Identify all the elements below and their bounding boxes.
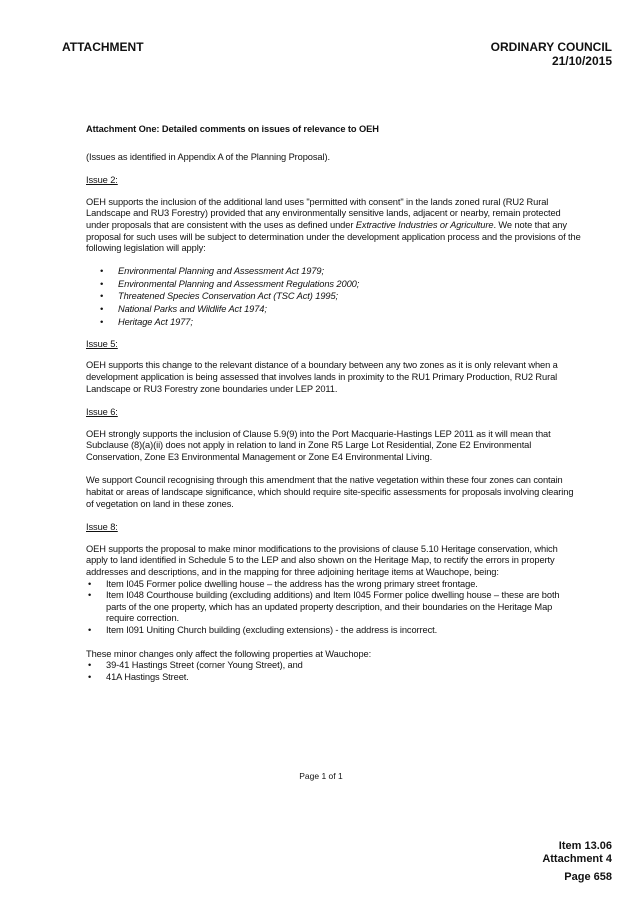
legislation-list	[86, 265, 581, 329]
issue-2-text-part1: OEH supports the inclusion of the additional land uses "permitted with consent" in the lands zoned rural (RU2 Rural Landscape and RU3 Forestry) provided that any environmentally sensitive lands, adjacent or nearby, remain protected under proposals that are consistent with the uses as defined under	[86, 196, 561, 230]
intro-text: (Issues as identified in Appendix A of the Planning Proposal).	[86, 151, 330, 162]
legislation-item: • Environmental Planning and Assessment Regulations 2000;	[86, 278, 581, 291]
footer-item-number: Item 13.06	[558, 840, 612, 852]
properties-list	[86, 660, 581, 683]
footer-item-info	[542, 840, 612, 866]
document-body	[86, 124, 581, 683]
heritage-item: • Item I091 Uniting Church building (excluding extensions) - the address is incorrect.	[86, 625, 581, 637]
legislation-item: • National Parks and Wildlife Act 1974;	[86, 303, 581, 316]
legislation-item: • Threatened Species Conservation Act (TSC Act) 1995;	[86, 290, 581, 303]
issue-8-heading: Issue 8:	[86, 522, 118, 533]
header-meeting-name: ORDINARY COUNCIL	[490, 40, 612, 54]
document-title: Attachment One: Detailed comments on issues of relevance to OEH	[86, 124, 379, 134]
footer-page-number: Page 658	[564, 871, 612, 883]
header-meeting-info	[491, 40, 612, 68]
issue-2-text-italic: Extractive Industries or Agriculture	[355, 219, 494, 230]
issue-2-heading: Issue 2:	[86, 175, 118, 186]
issue-6-text-2: We support Council recognising through this amendment that the native vegetation within these four zones can contain habitat or areas of landscape significance, which should require site-specific assessments for proposals involving clearing of vegetation on land in these zones.	[86, 475, 574, 509]
property-item: • 41A Hastings Street.	[86, 672, 581, 684]
heritage-item: • Item I048 Courthouse building (excluding additions) and Item I045 Former police dwelling house – these are both parts of the one property, which has an updated property description, and their boundaries on the Heritage Map require correction.	[86, 590, 581, 625]
footer-attachment-number: Attachment 4	[542, 853, 612, 865]
issue-6-heading: Issue 6:	[86, 407, 118, 418]
heritage-items-list	[86, 579, 581, 637]
issue-5-text: OEH supports this change to the relevant distance of a boundary between any two zones as it is only relevant when a development application is being assessed that involves lands in proximity to the RU1 Primary Production, RU2 Rural Landscape or RU3 Forestry zone boundaries under LEP 2011.	[86, 360, 558, 394]
page-of-label: Page 1 of 1	[299, 771, 343, 781]
issue-6-text-1: OEH strongly supports the inclusion of Clause 5.9(9) into the Port Macquarie-Hastings LEP 2011 as it will mean that Subclause (8)(a)(ii) does not apply in relation to land in Zone R5 Large Lot Residential, Zone E2 Environmental Conservation, Zone E3 Environmental Management or Zone E4 Environmental Living.	[86, 428, 551, 462]
issue-5-heading: Issue 5:	[86, 338, 118, 349]
property-item: • 39-41 Hastings Street (corner Young Street), and	[86, 660, 581, 672]
issue-2-text-part2: . We note that any proposal for such uses will be subject to determination under the development application process and the provisions of the following legislation will apply:	[86, 219, 581, 254]
header-meeting-date: 21/10/2015	[551, 54, 612, 68]
issue-2-text	[86, 197, 581, 255]
header-attachment-label: ATTACHMENT	[62, 40, 144, 54]
legislation-item: • Environmental Planning and Assessment Act 1979;	[86, 265, 581, 278]
heritage-item: • Item I045 Former police dwelling house – the address has the wrong primary street frontage.	[86, 579, 581, 591]
legislation-item: • Heritage Act 1977;	[86, 316, 581, 329]
issue-8-text: OEH supports the proposal to make minor modifications to the provisions of clause 5.10 Heritage conservation, which apply to land identified in Schedule 5 to the LEP and also shown on the Heritage Map, to rectify the errors in property addresses and descriptions, and in the mapping for three adjoining heritage items at Wauchope, being:	[86, 543, 558, 578]
minor-changes-text: These minor changes only affect the following properties at Wauchope:	[86, 648, 372, 659]
